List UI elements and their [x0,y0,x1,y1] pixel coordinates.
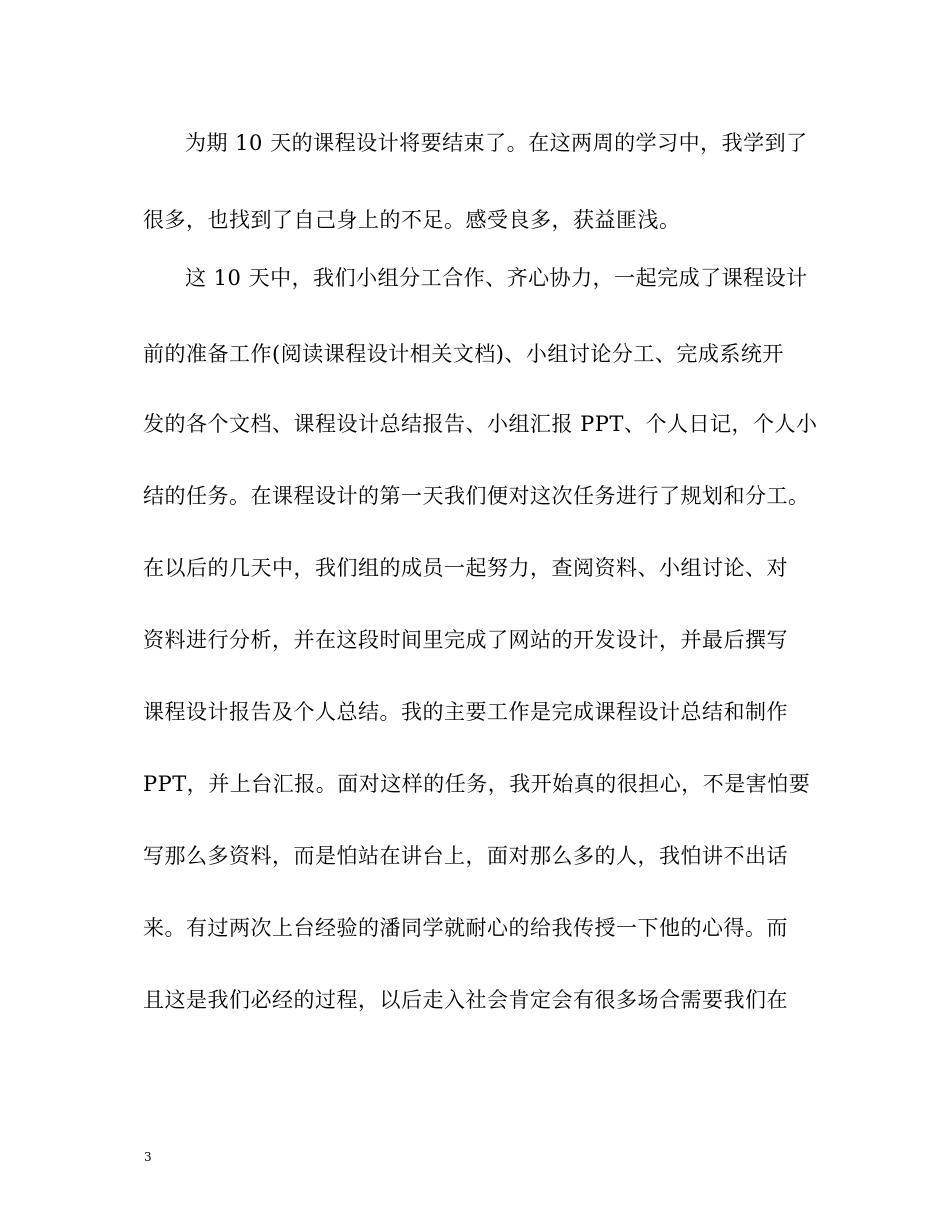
paragraph-2-line-2: 前的准备工作(阅读课程设计相关文档)、小组讨论分工、完成系统开 [143,342,784,366]
paragraph-1-line-2: 很多，也找到了自己身上的不足。感受良多，获益匪浅。 [143,208,681,232]
paragraph-2-line-11: 且这是我们必经的过程，以后走入社会肯定会有很多场合需要我们在 [143,988,788,1012]
paragraph-2-line-10: 来。有过两次上台经验的潘同学就耐心的给我传授一下他的心得。而 [143,916,788,940]
paragraph-2-line-9: 写那么多资料，而是怕站在讲台上，面对那么多的人，我怕讲不出话 [143,844,788,868]
paragraph-2-line-3: 发的各个文档、课程设计总结报告、小组汇报 PPT、个人日记，个人小 [143,412,818,436]
paragraph-1-line-1: 为期 10 天的课程设计将要结束了。在这两周的学习中，我学到了 [185,131,808,155]
page-number: 3 [144,1150,152,1164]
paragraph-2-line-7: 课程设计报告及个人总结。我的主要工作是完成课程设计总结和制作 [143,700,788,724]
paragraph-2-line-4: 结的任务。在课程设计的第一天我们便对这次任务进行了规划和分工。 [143,484,810,508]
paragraph-2-line-6: 资料进行分析，并在这段时间里完成了网站的开发设计，并最后撰写 [143,628,788,652]
paragraph-2-line-8: PPT，并上台汇报。面对这样的任务，我开始真的很担心，不是害怕要 [143,772,811,796]
paragraph-2-line-5: 在以后的几天中，我们组的成员一起努力，查阅资料、小组讨论、对 [143,556,788,580]
paragraph-2-line-1: 这 10 天中，我们小组分工合作、齐心协力，一起完成了课程设计 [185,266,808,290]
